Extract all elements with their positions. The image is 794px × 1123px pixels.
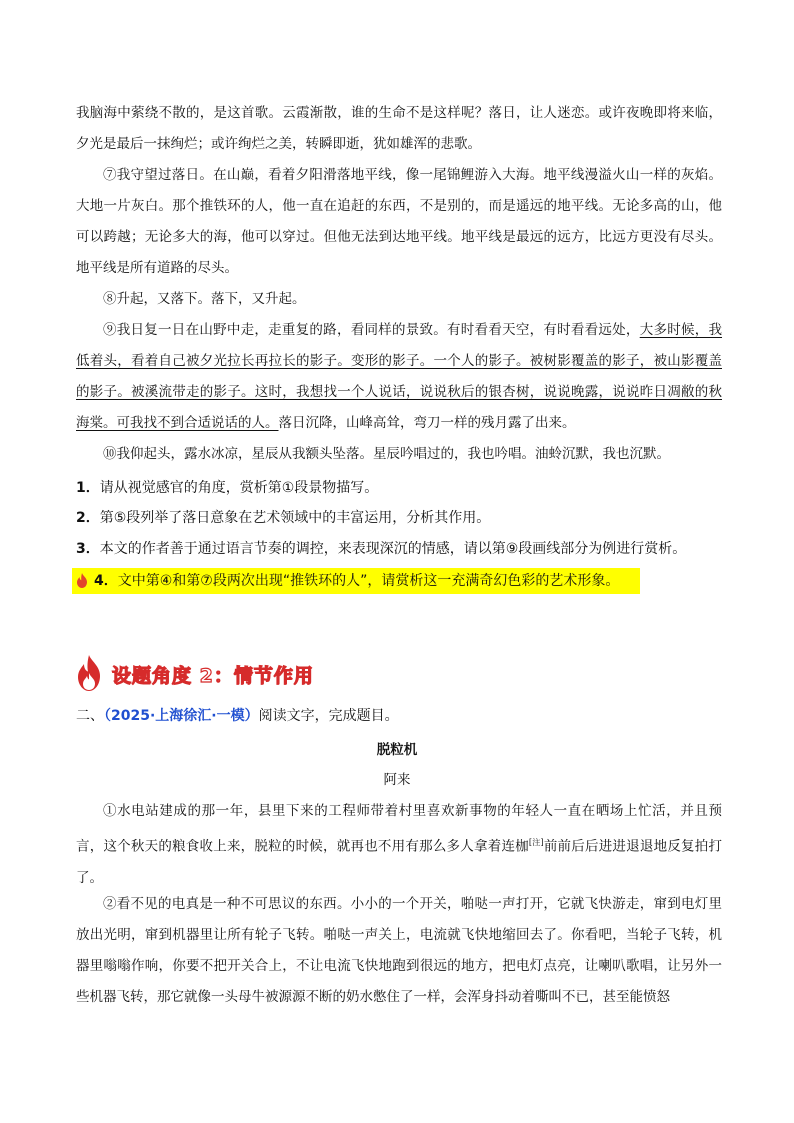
section-heading: [76, 655, 376, 695]
passage-paragraph-7: ⑦我守望过落日。在山巅，看着夕阳滑落地平线，像一尾锦鲤游入大海。地平线漫溢火山一样的灰焰。大地一片灰白。那个推铁环的人，他一直在追赶的东西，不是别的，而是遥远的地平线。无论多高的山，他可以跨越；无论多大的海，他可以穿过。但他无法到达地平线。地平线是最远的远方，比远方更没有尽头。地平线是所有道路的尽头。: [76, 167, 722, 276]
question-text: 第⑤段列举了落日意象在艺术领域中的丰富运用，分析其作用。: [99, 510, 491, 526]
passage-paragraph-9: [76, 315, 722, 439]
passage-paragraph-continued: 我脑海中萦绕不散的，是这首歌。云霞渐散，谁的生命不是这样呢？落日，让人迷恋。或许夜晚即将来临，夕光是最后一抹绚烂；或许绚烂之美，转瞬即逝，犹如雄浑的悲歌。: [76, 105, 722, 152]
question-number: 3．: [76, 541, 100, 557]
question-number: 1．: [76, 480, 100, 496]
question-text: 本文的作者善于通过语言节奏的调控，来表现深沉的情感，请以第⑨段画线部分为例进行赏析。: [99, 541, 687, 557]
passage-paragraph-10: ⑩我仰起头，露水冰凉，星辰从我额头坠落。星辰吟唱过的，我也吟唱。油蛉沉默，我也沉默。: [103, 446, 670, 462]
passage2-paragraph-2: ②看不见的电真是一种不可思议的东西。小小的一个开关，啪哒一声打开，它就飞快游走，窜到电灯里放出光明，窜到机器里让所有轮子飞转。啪哒一声关上，电流就飞快地缩回去了。你看吧，当轮子飞转，机器里嗡嗡作响，你要不把开关合上，不让电流飞快地跑到很远的地方，把电灯点亮，让喇叭歌唱，让另外一些机器飞转，那它就像一头母牛被源源不断的奶水憋住了一样，会浑身抖动着嘶叫不已，甚至能愤怒: [76, 896, 722, 1005]
passage-author: 阿来: [383, 772, 411, 788]
flame-icon: [76, 655, 102, 691]
question-3: [76, 539, 722, 559]
question-2: [76, 508, 722, 528]
question-2-header: [76, 706, 399, 726]
question-text: 文中第④和第⑦段两次出现“推铁环的人”，请赏析这一充满奇幻色彩的艺术形象。: [117, 573, 620, 589]
question-number: 4．: [94, 573, 118, 589]
p9-ending-text: 落日沉降，山峰高耸，弯刀一样的残月露了出来。: [278, 415, 576, 431]
highlighted-question-4: [72, 568, 640, 594]
p9-intro-text: ⑨我日复一日在山野中走，走重复的路，看同样的景致。有时看看天空，有时看看远处，: [103, 322, 640, 338]
question-1: [76, 478, 722, 498]
p1-text-a: ①水电站建成的那一年，县里下来的工程师带着村里喜欢新事物的年轻人一直在晒场上忙活，并且预言，这个秋天的粮食收上来，脱粒的时候，就再也不用有那么多人拿着连枷: [76, 803, 722, 855]
p1-text-b: 前前后后进进退退地反复拍打了。: [76, 838, 723, 886]
flame-icon: [76, 573, 88, 588]
section-title: 设题角度 2：情节作用: [112, 665, 314, 687]
question-text: 请从视觉感官的角度，赏析第①段景物描写。: [99, 480, 379, 496]
question-source: （2025·上海徐汇·一模）: [104, 708, 259, 724]
passage-paragraph-8: ⑧升起，又落下。落下，又升起。: [103, 291, 306, 307]
p9-underlined-text: 大多时候，我低着头，看着自己被夕光拉长再拉长的影子。变形的影子。一个人的影子。被树影覆盖的影子，被山影覆盖的影子。被溪流带走的影子。这时，我想找一个人说话，说说秋后的银杏树，说说晚露，说说昨日凋敝的秋海棠。可我找不到合适说话的人。: [76, 322, 723, 431]
question-number: 2．: [76, 510, 100, 526]
footnote-marker: [注]: [528, 838, 544, 847]
passage2-paragraph-1: [76, 796, 722, 894]
passage-title: 脱粒机: [376, 742, 418, 758]
question-instruction: 阅读文字，完成题目。: [258, 708, 399, 724]
question-prefix: 二、: [76, 708, 104, 724]
question-4: [94, 571, 619, 591]
